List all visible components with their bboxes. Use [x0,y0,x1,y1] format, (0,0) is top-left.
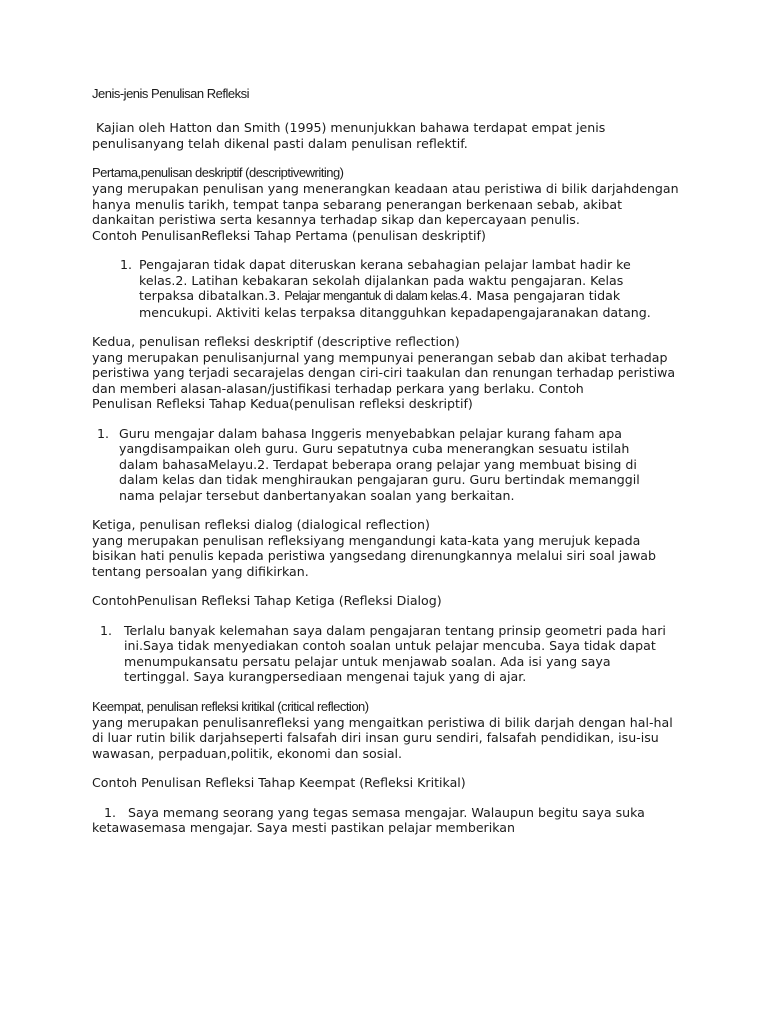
list-item-text: Terlalu banyak kelemahan saya dalam pengajaran tentang prinsip geometri pada hari ini.Saya tidak menyediakan contoh soalan untuk pelajar mencuba. Saya tidak dapat menumpukansatu persatu pelajar untuk menjawab soalan. Ada isi yang saya tertinggal. Saya kurangpersediaan mengenai tajuk yang di ajar. [124,622,666,684]
section3-list [92,623,684,685]
section1-body: yang merupakan penulisan yang menerangkan keadaan atau peristiwa di bilik darjahdengan hanya menulis tarikh, tempat tanpa sebarang penerangan berkenaan sebab, akibat dankaitan peristiwa serta kesannya terhadap sikap dan kepercayaan penulis. [92,181,679,227]
list-item-text-a: Pengajaran tidak dapat diteruskan kerana sebahagian pelajar lambat hadir ke kelas.2. Latihan kebakaran sekolah dijalankan pada waktu pengajaran. Kelas terpaksa dibatalkan.3. [139,257,631,303]
list-item-text-b: 4. Masa pengajaran tidak mencukupi. Aktiviti kelas terpaksa ditangguhkan kepadapengajaranakan datang. [139,288,651,320]
section1-example-title: Contoh PenulisanRefleksi Tahap Pertama (penulisan deskriptif) [92,227,486,243]
section4-body: yang merupakan penulisanrefleksi yang mengaitkan peristiwa di bilik darjah dengan hal-hal di luar rutin bilik darjahseperti falsafah diri insan guru sendiri, falsafah pendidikan, isu-isu wawasan, perpaduan,politik, ekonomi dan sosial. [92,714,673,761]
section2-body: yang merupakan penulisanjurnal yang mempunyai penerangan sebab dan akibat terhadap peristiwa yang terjadi secarajelas dengan ciri-ciri taakulan dan renungan terhadap peristiwa dan memberi alasan-alasan/justifikasi terhadap perkara yang berlaku. Contoh [92,349,676,396]
list-number: 1. [100,622,113,638]
section2-heading: Kedua, penulisan refleksi deskriptif (descriptive reflection) [92,334,460,349]
list-item [92,257,684,320]
document-page [92,86,684,836]
section2-list [92,426,684,504]
list-number: 1. [120,257,133,272]
section3-heading: Ketiga, penulisan refleksi dialog (dialogical reflection) [92,517,430,532]
intro-paragraph: Kajian oleh Hatton dan Smith (1995) menunjukkan bahawa terdapat empat jenis penulisanyang telah dikenal pasti dalam penulisan reflektif. [92,120,610,151]
section3-example-title: ContohPenulisan Refleksi Tahap Ketiga (Refleksi Dialog) [92,593,442,608]
section4-example-title: Contoh Penulisan Refleksi Tahap Keempat (Refleksi Kritikal) [92,775,466,790]
section3-body: yang merupakan penulisan refleksiyang mengandungi kata-kata yang merujuk kepada bisikan hati penulis kepada peristiwa yangsedang direnungkannya melalui siri soal jawab tentang persoalan yang difikirkan. [92,532,657,579]
section4-list-item: 1. Saya memang seorang yang tegas semasa mengajar. Walaupun begitu saya suka ketawasemasa mengajar. Saya mesti pastikan pelajar memberikan [92,804,649,835]
list-item-text-cond: Pelajar mengantuk di dalam kelas. [284,289,461,303]
list-item [92,426,684,504]
document-title: Jenis-jenis Penulisan Refleksi [92,86,249,101]
section2-example-title: Penulisan Refleksi Tahap Kedua(penulisan refleksi deskriptif) [92,396,473,411]
list-item-text: Guru mengajar dalam bahasa Inggeris menyebabkan pelajar kurang faham apa yangdisampaikan oleh guru. Guru sepatutnya cuba menerangkan sesuatu istilah dalam bahasaMelayu.2. Terdapat beberapa orang pelajar yang membuat bising di dalam kelas dan tidak menghiraukan pengajaran guru. Guru bertindak memanggil nama pelajar tersebut danbertanyakan soalan yang berkaitan. [119,425,640,503]
list-number: 1. [97,425,110,441]
list-item-text [139,257,651,320]
section1-list [92,257,684,320]
list-item [92,623,684,685]
section4-heading: Keempat, penulisan refleksi kritikal (critical reflection) [92,698,369,714]
section1-heading: Pertama,penulisan deskriptif (descriptivewriting) [92,165,344,180]
